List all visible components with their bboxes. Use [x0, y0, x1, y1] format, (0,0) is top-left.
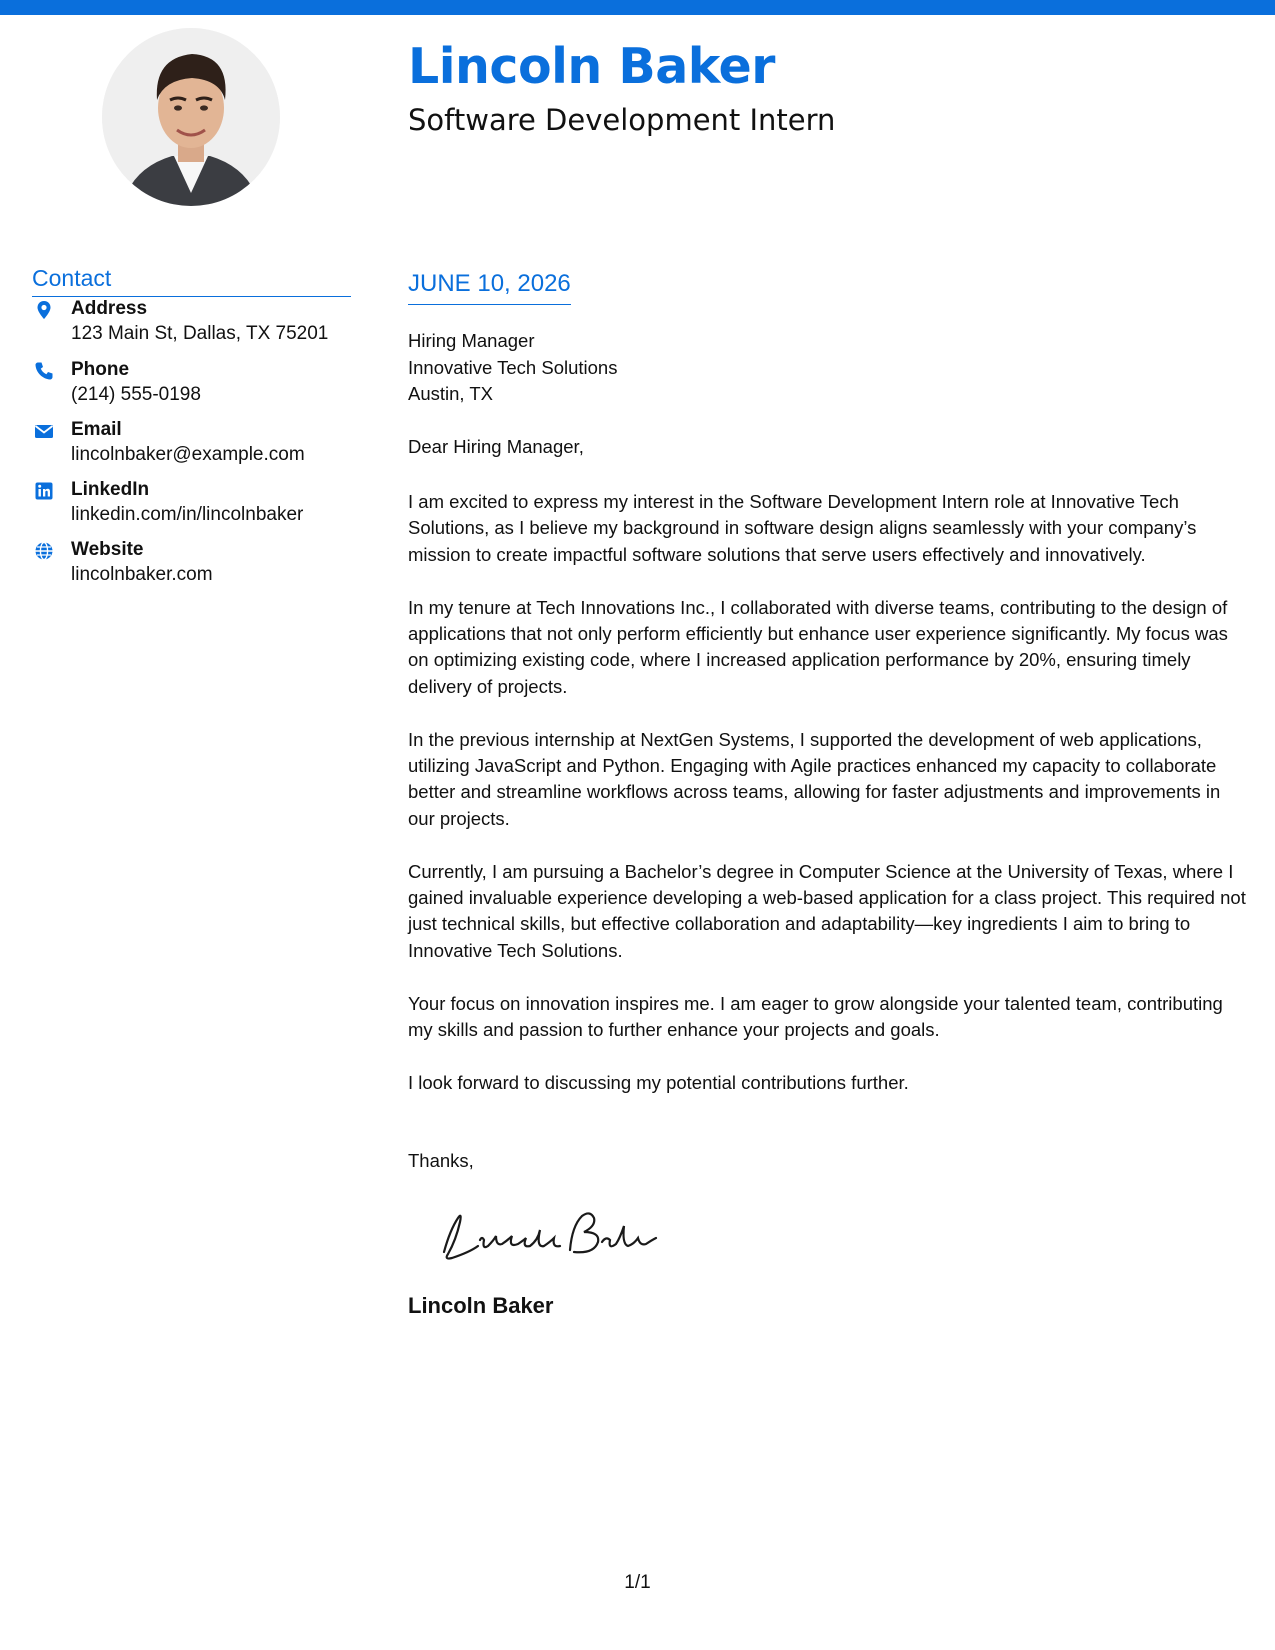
handwritten-signature — [430, 1200, 670, 1270]
contact-value: (214) 555-0198 — [71, 384, 201, 405]
body-paragraph: Currently, I am pursuing a Bachelor’s degree in Computer Science at the University of Texas, where I gained invaluable experience developing a web-based application for a class project. This required not just technical skills, but effective collaboration and adaptability—key ingredients I aim to bring to Innovative Tech Solutions. — [408, 860, 1246, 961]
map-pin-icon — [34, 300, 54, 320]
contact-phone — [32, 357, 362, 409]
profile-photo — [102, 28, 280, 206]
body-paragraph: Your focus on innovation inspires me. I am eager to grow alongside your talented team, contributing my skills and passion to further enhance your projects and goals. — [408, 992, 1223, 1041]
contact-value: 123 Main St, Dallas, TX 75201 — [71, 323, 329, 344]
closing: Thanks, — [408, 1150, 474, 1171]
body-paragraph: I am excited to express my interest in the Software Development Intern role at Innovative Tech Solutions, as I believe my background in software design aligns seamlessly with your company’s mission to create impactful software solutions that serve users effectively and innovatively. — [408, 491, 1197, 565]
contact-value: lincolnbaker.com — [71, 564, 213, 585]
contact-label: Website — [71, 539, 144, 560]
recipient-block — [408, 328, 617, 408]
letter-date: JUNE 10, 2026 — [408, 270, 571, 305]
contact-heading: Contact — [32, 265, 351, 297]
body-paragraph: I look forward to discussing my potential contributions further. — [408, 1071, 909, 1093]
page-number: 1/1 — [624, 1572, 651, 1593]
globe-icon — [34, 541, 54, 561]
contact-value: linkedin.com/in/lincolnbaker — [71, 504, 304, 525]
body-paragraph: In my tenure at Tech Innovations Inc., I collaborated with diverse teams, contributing to the design of applications that not only perform efficiently but enhance user experience significantly. My focus was on optimizing existing code, where I increased application performance by 20%, ensuring timely delivery of projects. — [408, 596, 1228, 697]
contact-linkedin — [32, 477, 362, 529]
linkedin-icon — [34, 481, 54, 501]
top-accent-bar — [0, 0, 1275, 15]
salutation: Dear Hiring Manager, — [408, 436, 584, 457]
recipient-line: Innovative Tech Solutions — [408, 356, 618, 378]
contact-value: lincolnbaker@example.com — [71, 444, 305, 465]
contact-label: Address — [71, 298, 148, 319]
phone-icon — [34, 361, 54, 381]
signed-name: Lincoln Baker — [408, 1293, 554, 1318]
page-title: Lincoln Baker — [408, 38, 775, 95]
recipient-line: Austin, TX — [408, 383, 494, 404]
contact-website — [32, 537, 362, 589]
job-title: Software Development Intern — [408, 103, 836, 137]
envelope-icon — [34, 421, 54, 441]
contact-label: Email — [71, 419, 122, 440]
contact-address — [32, 296, 362, 348]
letter-body — [408, 489, 1250, 1123]
recipient-line: Hiring Manager — [408, 330, 535, 351]
contact-label: LinkedIn — [71, 479, 150, 500]
contact-email — [32, 417, 362, 469]
body-paragraph: In the previous internship at NextGen Systems, I supported the development of web applications, utilizing JavaScript and Python. Engaging with Agile practices enhanced my capacity to collaborate better and streamline workflows across teams, allowing for faster adjustments and improvements in our projects. — [408, 728, 1221, 829]
contact-label: Phone — [71, 359, 130, 380]
